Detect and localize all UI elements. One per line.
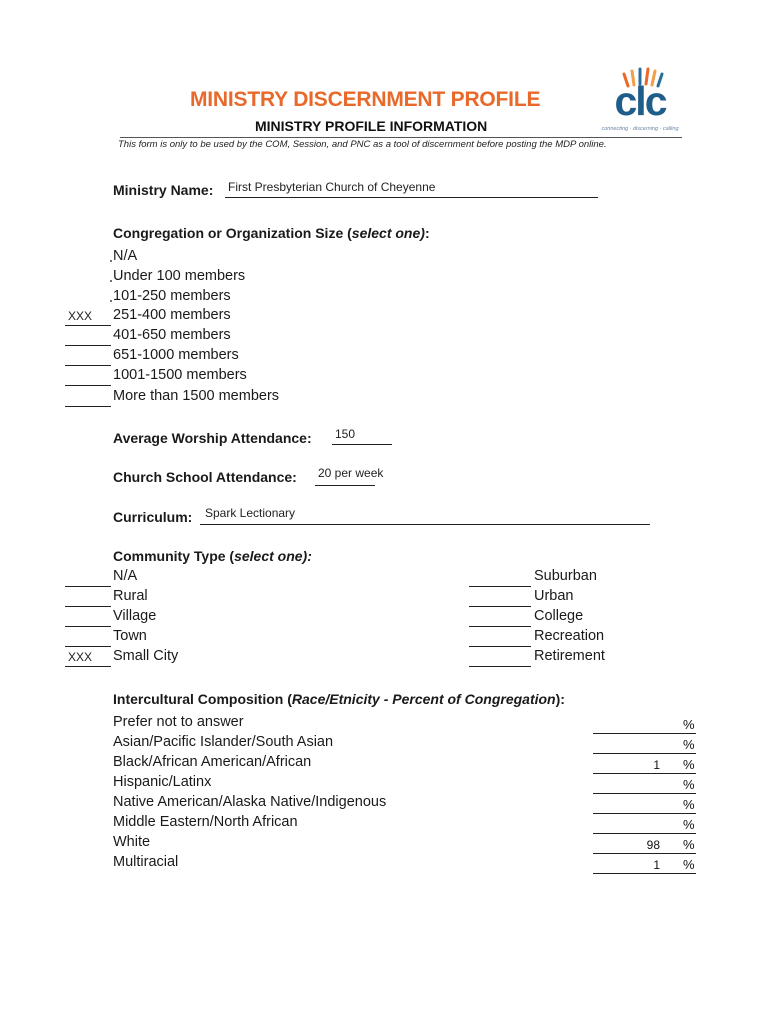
ministry-name-label: Ministry Name: (113, 182, 214, 198)
ethnicity-label: Prefer not to answer (113, 714, 244, 730)
size-option-label: 1001-1500 members (113, 367, 247, 383)
size-option-label: 101-250 members (113, 288, 231, 304)
blank-line[interactable] (65, 626, 111, 627)
percent-sign: % (683, 817, 695, 832)
community-option-label: Urban (534, 588, 574, 604)
size-option-label: More than 1500 members (113, 388, 280, 404)
blank-line[interactable] (469, 586, 531, 587)
church-school-label: Church School Attendance: (113, 469, 297, 485)
curriculum-label: Curriculum: (113, 509, 193, 525)
ministry-name-line (225, 197, 598, 198)
blank-line[interactable] (469, 606, 531, 607)
ethnicity-label: Hispanic/Latinx (113, 774, 212, 790)
percent-line (593, 853, 696, 854)
percent-sign: % (683, 737, 695, 752)
blank-line[interactable] (65, 406, 111, 407)
church-school-value[interactable]: 20 per week (318, 466, 384, 480)
community-option-label: N/A (113, 568, 138, 584)
percent-sign: % (683, 857, 695, 872)
blank-line[interactable] (65, 365, 111, 366)
blank-line[interactable] (469, 666, 531, 667)
percent-value[interactable]: 1 (653, 758, 660, 772)
ethnicity-label: Multiracial (113, 854, 179, 870)
size-option-label: 251-400 members (113, 307, 231, 323)
ethnicity-label: Native American/Alaska Native/Indigenous (113, 794, 387, 810)
blank-tick (110, 260, 112, 262)
community-option-label: Small City (113, 648, 179, 664)
size-option-label: 401-650 members (113, 327, 231, 343)
form-subtitle: MINISTRY PROFILE INFORMATION (255, 118, 488, 134)
community-option-label: Recreation (534, 628, 605, 644)
percent-sign: % (683, 797, 695, 812)
blank-tick (110, 280, 112, 282)
ethnicity-label: Black/African American/African (113, 754, 312, 770)
percent-line (593, 733, 696, 734)
logo-wordmark: clc (614, 78, 666, 124)
usage-note: This form is only to be used by the COM, Session, and PNC as a tool of discernment before posting the MDP online. (118, 139, 607, 150)
blank-line[interactable] (469, 646, 531, 647)
community-option-label: Town (113, 628, 147, 644)
percent-line (593, 793, 696, 794)
blank-line[interactable] (469, 626, 531, 627)
ethnicity-label: Asian/Pacific Islander/South Asian (113, 734, 334, 750)
community-option-label: College (534, 608, 584, 624)
blank-line[interactable] (65, 646, 111, 647)
size-option-label: Under 100 members (113, 268, 246, 284)
percent-value[interactable]: 98 (646, 838, 660, 852)
size-heading: Congregation or Organization Size (select one): (113, 225, 430, 241)
selection-mark: XXX (68, 650, 93, 664)
church-school-line (315, 485, 375, 486)
blank-line[interactable] (65, 325, 111, 326)
curriculum-value[interactable]: Spark Lectionary (205, 506, 296, 520)
percent-line (593, 813, 696, 814)
blank-line[interactable] (65, 666, 111, 667)
blank-line[interactable] (65, 385, 111, 386)
blank-tick (110, 300, 112, 302)
percent-sign: % (683, 717, 695, 732)
percent-line (593, 773, 696, 774)
percent-line (593, 833, 696, 834)
blank-line[interactable] (65, 606, 111, 607)
community-option-label: Retirement (534, 648, 605, 664)
size-option-label: 651-1000 members (113, 347, 239, 363)
blank-line[interactable] (65, 345, 111, 346)
selection-mark: XXX (68, 309, 93, 323)
percent-sign: % (683, 837, 695, 852)
ministry-name-value[interactable]: First Presbyterian Church of Cheyenne (228, 180, 436, 194)
worship-label: Average Worship Attendance: (113, 430, 312, 446)
blank-line[interactable] (65, 586, 111, 587)
form-title: MINISTRY DISCERNMENT PROFILE (190, 88, 541, 111)
community-option-label: Suburban (534, 568, 597, 584)
worship-line (332, 444, 392, 445)
percent-value[interactable]: 1 (653, 858, 660, 872)
clc-logo (598, 66, 682, 138)
percent-line (593, 873, 696, 874)
community-heading: Community Type (select one): (113, 548, 312, 564)
worship-value[interactable]: 150 (335, 427, 356, 441)
ethnicity-label: Middle Eastern/North African (113, 814, 298, 830)
size-option-label: N/A (113, 248, 138, 264)
curriculum-line (200, 524, 650, 525)
ethnicity-label: White (113, 834, 151, 850)
percent-sign: % (683, 777, 695, 792)
percent-line (593, 753, 696, 754)
community-option-label: Rural (113, 588, 148, 604)
percent-sign: % (683, 757, 695, 772)
community-option-label: Village (113, 608, 157, 624)
intercultural-heading: Intercultural Composition (Race/Etnicity - Percent of Congregation): (113, 691, 565, 707)
logo-tagline: connecting · discerning · calling (601, 126, 679, 132)
